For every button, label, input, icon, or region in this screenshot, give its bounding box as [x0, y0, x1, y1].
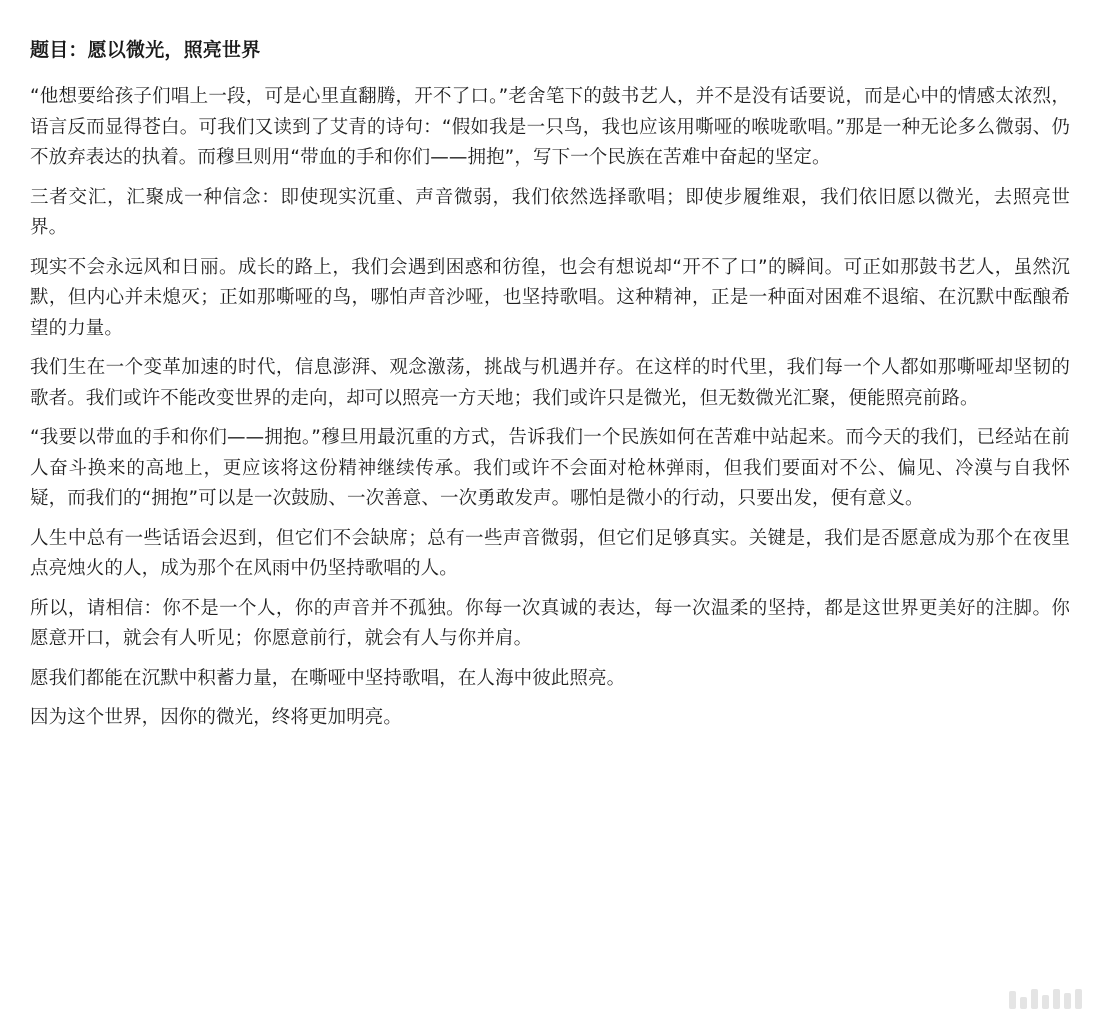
paragraph-6: 人生中总有一些话语会迟到，但它们不会缺席；总有一些声音微弱，但它们足够真实。关键是，我们是否愿意成为那个在夜里点亮烛火的人，成为那个在风雨中仍坚持歌唱的人。 — [30, 527, 1070, 579]
article — [30, 36, 1070, 743]
paragraph-5: “我要以带血的手和你们——拥抱。”穆旦用最沉重的方式，告诉我们一个民族如何在苦难中站起来。而今天的我们，已经站在前人奋斗换来的高地上，更应该将这份精神继续传承。我们或许不会面对枪林弹雨，但我们要面对不公、偏见、冷漠与自我怀疑，而我们的“拥抱”可以是一次鼓励、一次善意、一次勇敢发声。哪怕是微小的行动，只要出发，便有意义。 — [30, 427, 1070, 509]
watermark-logo — [1009, 989, 1082, 1009]
paragraph-4: 我们生在一个变革加速的时代，信息澎湃、观念激荡，挑战与机遇并存。在这样的时代里，我们每一个人都如那嘶哑却坚韧的歌者。我们或许不能改变世界的走向，却可以照亮一方天地；我们或许只是微光，但无数微光汇聚，便能照亮前路。 — [30, 357, 1070, 409]
paragraph-8: 愿我们都能在沉默中积蓄力量，在嘶哑中坚持歌唱，在人海中彼此照亮。 — [30, 667, 626, 689]
paragraph-9: 因为这个世界，因你的微光，终将更加明亮。 — [30, 707, 403, 728]
article-title: 题目：愿以微光，照亮世界 — [30, 39, 261, 61]
paragraph-3: 现实不会永远风和日丽。成长的路上，我们会遇到困惑和彷徨，也会有想说却“开不了口”的瞬间。可正如那鼓书艺人，虽然沉默，但内心并未熄灭；正如那嘶哑的鸟，哪怕声音沙哑，也坚持歌唱。这种精神，正是一种面对困难不退缩、在沉默中酝酿希望的力量。 — [30, 256, 1070, 339]
paragraph-2: 三者交汇，汇聚成一种信念：即使现实沉重、声音微弱，我们依然选择歌唱；即使步履维艰，我们依旧愿以微光，去照亮世界。 — [30, 186, 1070, 238]
paragraph-1: “他想要给孩子们唱上一段，可是心里直翻腾，开不了口。”老舍笔下的鼓书艺人，并不是没有话要说，而是心中的情感太浓烈，语言反而显得苍白。可我们又读到了艾青的诗句：“假如我是一只鸟，我也应该用嘶哑的喉咙歌唱。”那是一种无论多么微弱、仍不放弃表达的执着。而穆旦则用“带血的手和你们——拥抱”，写下一个民族在苦难中奋起的坚定。 — [30, 86, 1070, 168]
paragraph-7: 所以，请相信：你不是一个人，你的声音并不孤独。你每一次真诚的表达，每一次温柔的坚持，都是这世界更美好的注脚。你愿意开口，就会有人听见；你愿意前行，就会有人与你并肩。 — [30, 597, 1070, 649]
